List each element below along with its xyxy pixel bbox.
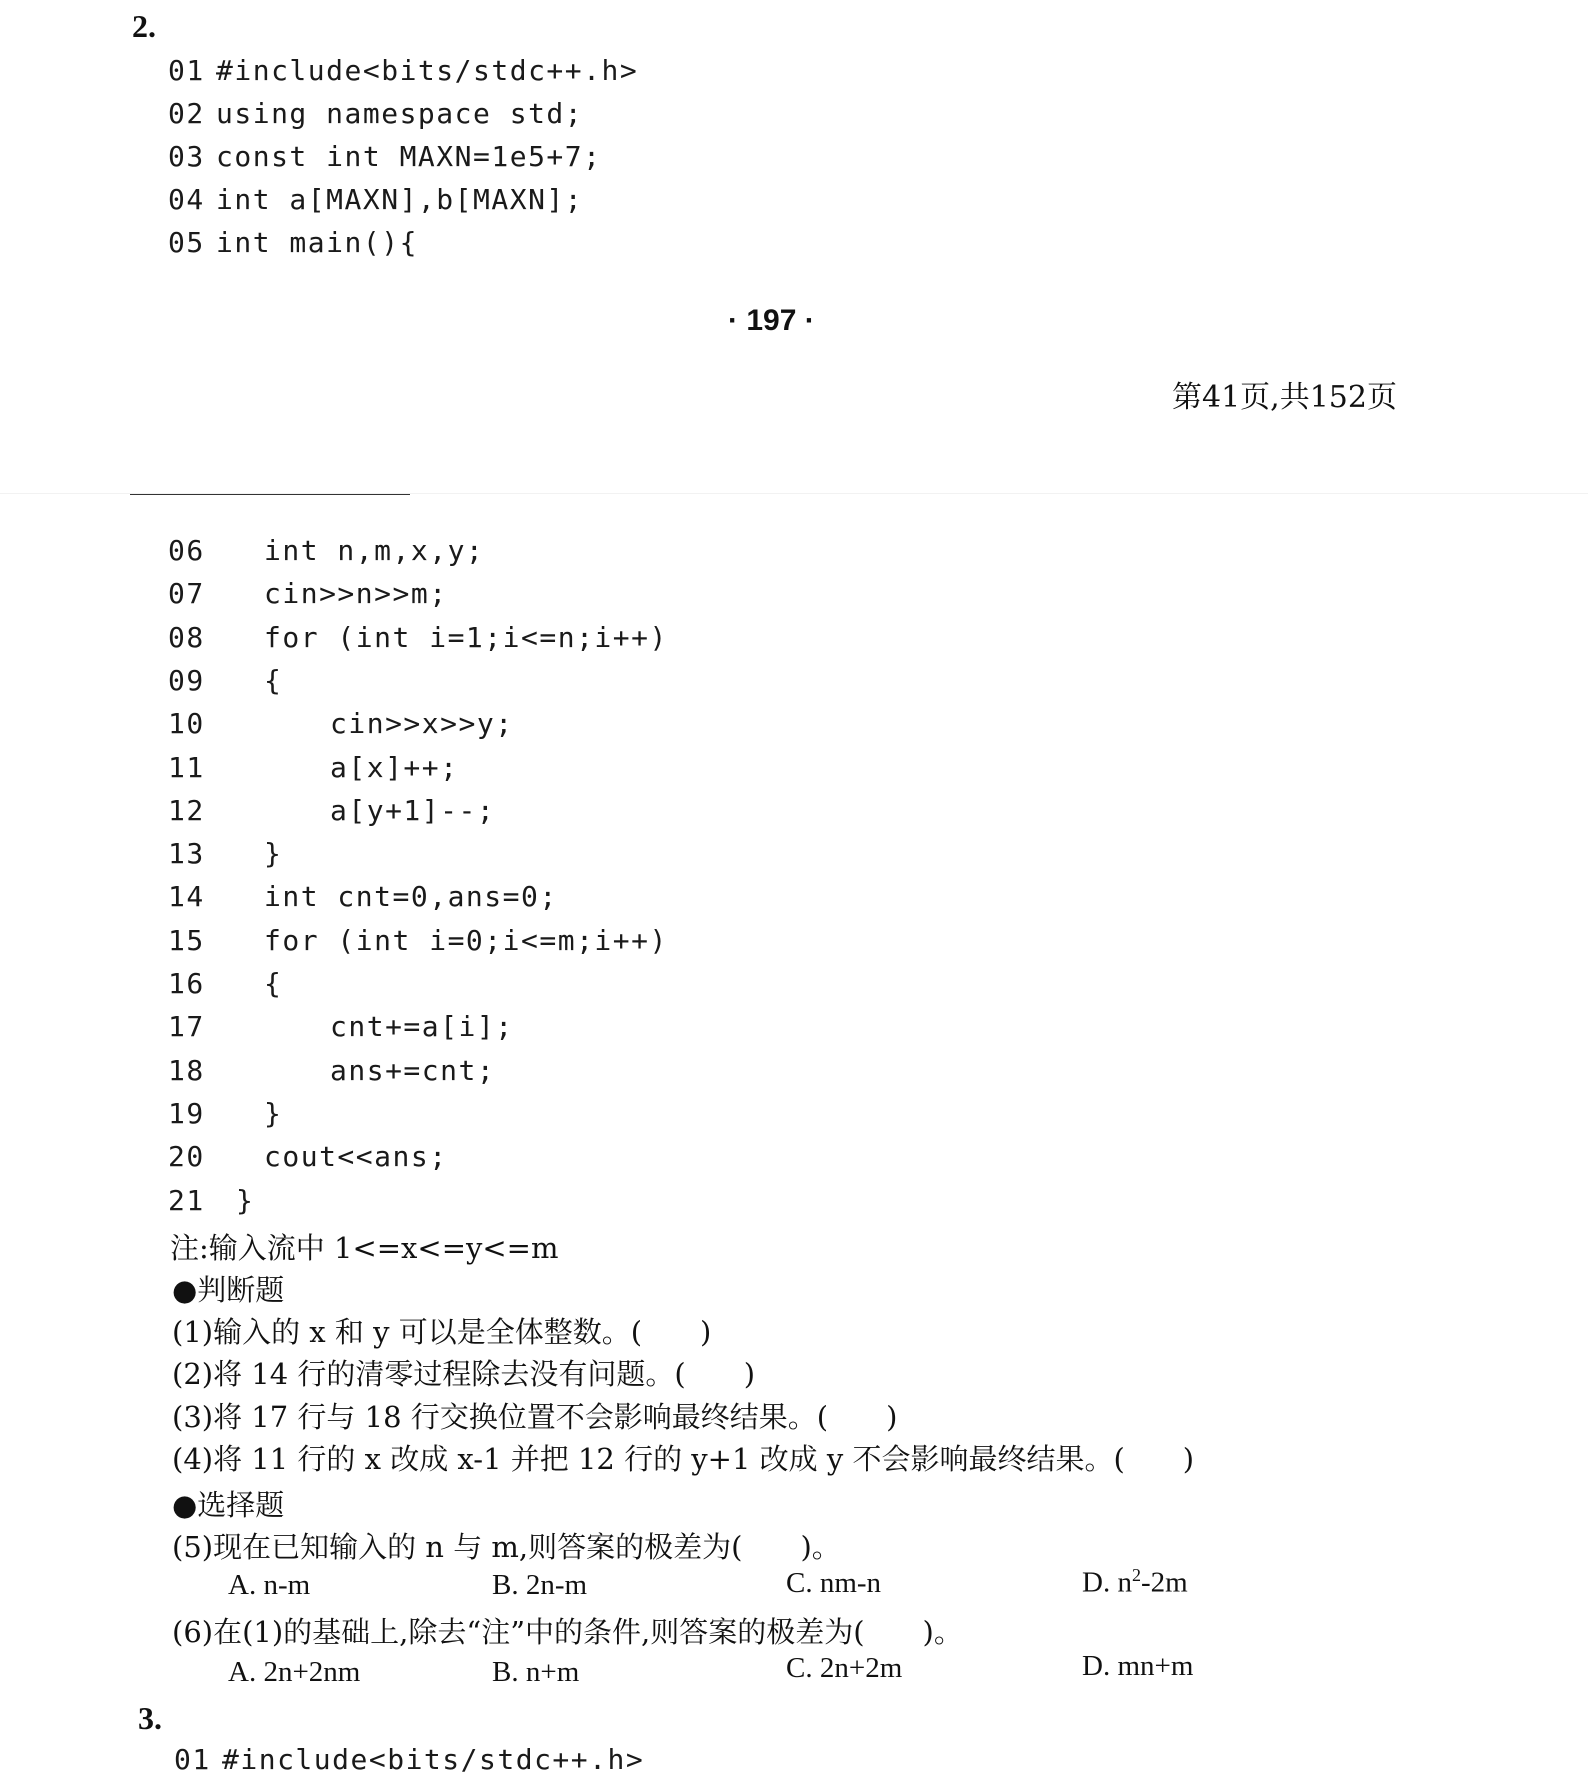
line-number: 15 xyxy=(168,923,205,957)
code-line xyxy=(168,1054,495,1087)
page-info: 第41页,共152页 xyxy=(1172,380,1397,415)
line-number: 21 xyxy=(168,1183,205,1217)
line-number: 05 xyxy=(168,226,205,259)
code-line xyxy=(168,1184,254,1217)
code-line xyxy=(168,1010,514,1043)
question-5-option-a: A. n-m xyxy=(228,1569,311,1601)
code-line xyxy=(168,140,602,173)
question-6-stem: (6)在(1)的基础上,除去“注”中的条件,则答案的极差为( )。 xyxy=(172,1615,963,1649)
code-text: cin>>n>>m; xyxy=(264,577,448,611)
question-5-option-d xyxy=(1082,1565,1188,1600)
code-text: int a[MAXN],b[MAXN]; xyxy=(216,183,584,216)
line-number: 06 xyxy=(168,534,205,567)
code-text: #include<bits/stdc++.h> xyxy=(222,1743,645,1776)
code-text: int main(){ xyxy=(216,226,418,259)
code-line xyxy=(168,183,583,216)
page-number: · 197 · xyxy=(728,304,815,337)
line-number: 07 xyxy=(168,577,205,611)
line-number: 01 xyxy=(168,54,205,87)
code-text: using namespace std; xyxy=(216,97,584,130)
code-line xyxy=(168,924,668,957)
code-text: cout<<ans; xyxy=(264,1140,448,1174)
code-text: ans+=cnt; xyxy=(330,1053,496,1087)
code-line xyxy=(168,1097,282,1130)
code-line xyxy=(168,751,459,784)
code-line xyxy=(168,794,495,827)
question-6-option-d: D. mn+m xyxy=(1082,1650,1194,1682)
choice-heading: ●选择题 xyxy=(172,1488,285,1522)
code-text: { xyxy=(264,967,283,1000)
line-number: 18 xyxy=(168,1053,205,1087)
line-number: 08 xyxy=(168,620,205,654)
code-line xyxy=(168,837,282,870)
question-2-label: 2. xyxy=(132,8,156,44)
question-3-label: 3. xyxy=(138,1700,162,1736)
line-number: 03 xyxy=(168,140,205,173)
divider-line xyxy=(130,494,410,495)
code-text: int n,m,x,y; xyxy=(264,534,485,567)
line-number: 20 xyxy=(168,1140,205,1174)
judge-item-2: (2)将 14 行的清零过程除去没有问题。( ) xyxy=(172,1357,756,1391)
code-line xyxy=(168,707,514,740)
code-line xyxy=(168,226,418,259)
code-line xyxy=(168,97,583,130)
option-d-base: D. n xyxy=(1082,1566,1132,1599)
code-text: cin>>x>>y; xyxy=(330,707,514,741)
line-number: 19 xyxy=(168,1096,205,1130)
code-line xyxy=(168,664,282,697)
code-text: } xyxy=(264,1096,283,1130)
code-text: cnt+=a[i]; xyxy=(330,1010,514,1044)
question-5-option-c: C. nm-n xyxy=(786,1567,882,1599)
code-line xyxy=(168,967,282,1000)
code-text: #include<bits/stdc++.h> xyxy=(216,54,639,87)
code-text: const int MAXN=1e5+7; xyxy=(216,140,602,173)
question-5-option-b: B. 2n-m xyxy=(492,1569,588,1601)
code-line xyxy=(168,621,668,654)
line-number: 14 xyxy=(168,880,205,914)
code-text: for (int i=1;i<=n;i++) xyxy=(264,620,668,654)
option-d-exponent: 2 xyxy=(1131,1565,1141,1585)
line-number: 09 xyxy=(168,663,205,697)
judge-item-4: (4)将 11 行的 x 改成 x-1 并把 12 行的 y+1 改成 y 不会影响最终结果。( ) xyxy=(172,1442,1195,1476)
option-d-rest: -2m xyxy=(1140,1566,1188,1599)
line-number: 04 xyxy=(168,183,205,216)
judge-heading: ●判断题 xyxy=(172,1273,285,1307)
question-5-stem: (5)现在已知输入的 n 与 m,则答案的极差为( )。 xyxy=(172,1530,841,1564)
code-line xyxy=(168,880,558,913)
code-text: int cnt=0,ans=0; xyxy=(264,880,558,914)
line-number: 01 xyxy=(174,1743,211,1776)
line-number: 13 xyxy=(168,837,205,871)
line-number: 12 xyxy=(168,793,205,827)
line-number: 11 xyxy=(168,750,205,784)
line-number: 02 xyxy=(168,97,205,130)
code-line xyxy=(168,1140,448,1173)
code-text: } xyxy=(264,837,283,871)
code-text: } xyxy=(236,1183,255,1217)
code-line xyxy=(168,577,448,610)
judge-item-1: (1)输入的 x 和 y 可以是全体整数。( ) xyxy=(172,1315,712,1349)
question-6-option-b: B. n+m xyxy=(492,1656,580,1688)
line-number: 16 xyxy=(168,967,205,1000)
line-number: 17 xyxy=(168,1010,205,1044)
question-6-option-a: A. 2n+2nm xyxy=(228,1656,361,1688)
question-6-option-c: C. 2n+2m xyxy=(786,1652,903,1684)
code-text: a[y+1]--; xyxy=(330,793,496,827)
code-line xyxy=(168,54,638,87)
code-line xyxy=(168,534,484,567)
code-text: a[x]++; xyxy=(330,750,459,784)
judge-item-3: (3)将 17 行与 18 行交换位置不会影响最终结果。( ) xyxy=(172,1400,898,1434)
line-number: 10 xyxy=(168,707,205,741)
code-text: { xyxy=(264,663,283,697)
code-line xyxy=(174,1743,644,1776)
input-note: 注:输入流中 1<=x<=y<=m xyxy=(170,1231,559,1265)
code-text: for (int i=0;i<=m;i++) xyxy=(264,923,668,957)
